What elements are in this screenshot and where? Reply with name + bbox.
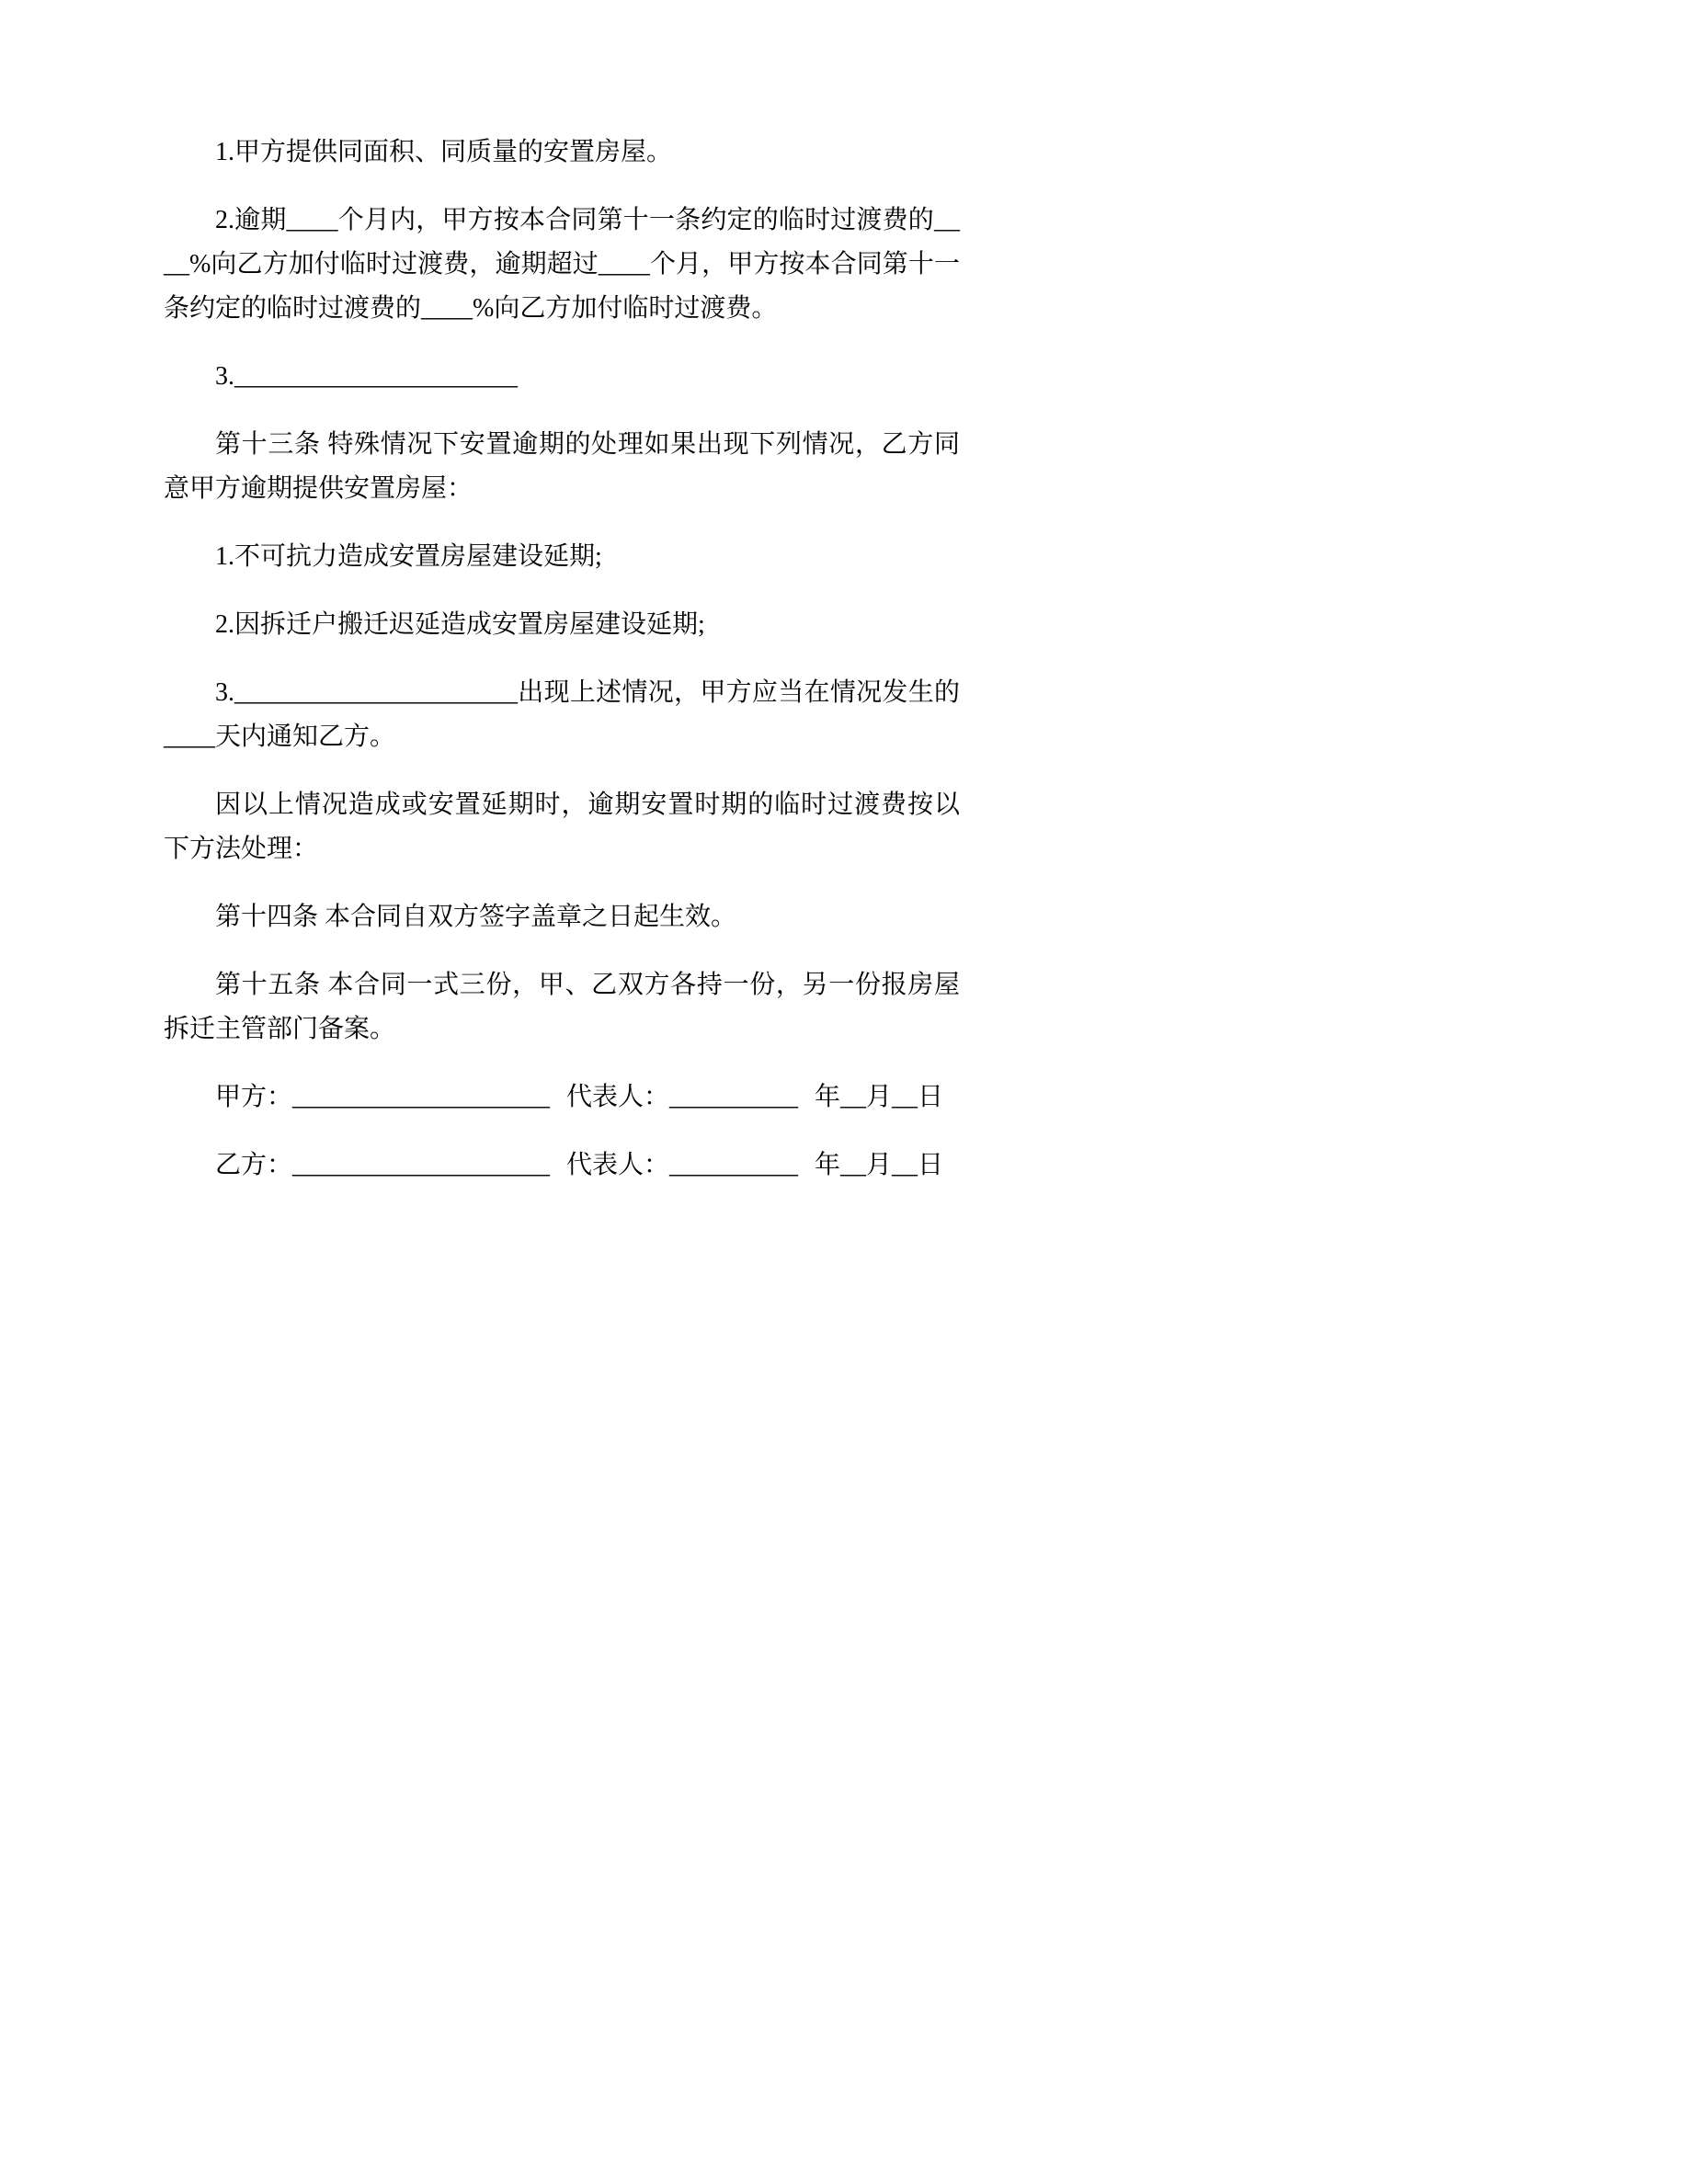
party-b-representative-label: 代表人： bbox=[566, 1151, 670, 1179]
article-13-note: 因以上情况造成或安置延期时，逾期安置时期的临时过渡费按以下方法处理： bbox=[164, 791, 960, 863]
article-14: 第十四条 本合同自双方签字盖章之日起生效。 bbox=[215, 903, 737, 931]
party-b-name-blank: ____________________ bbox=[292, 1151, 551, 1179]
party-a-representative-blank: __________ bbox=[669, 1083, 799, 1111]
party-a-label: 甲方： bbox=[215, 1083, 293, 1111]
article-13-item-2: 2.因拆迁户搬迁迟延造成安置房屋建设延期; bbox=[215, 610, 705, 639]
signature-row-party-b bbox=[164, 1143, 960, 1188]
clause-1: 1.甲方提供同面积、同质量的安置房屋。 bbox=[215, 138, 673, 166]
party-b-date-blank: 年__月__日 bbox=[815, 1151, 944, 1179]
signature-row-party-a bbox=[164, 1075, 960, 1120]
document-page bbox=[0, 0, 960, 1188]
article-13-item-1: 1.不可抗力造成安置房屋建设延期; bbox=[215, 542, 602, 571]
article-13-item-3: 3.______________________出现上述情况，甲方应当在情况发生的____天内通知乙方。 bbox=[164, 678, 960, 751]
clause-3-blank-line: 3.______________________ bbox=[215, 362, 518, 391]
party-a-representative-label: 代表人： bbox=[566, 1083, 670, 1111]
party-b-representative-blank: __________ bbox=[669, 1151, 799, 1179]
party-a-date-blank: 年__月__日 bbox=[815, 1083, 944, 1111]
party-b-label: 乙方： bbox=[215, 1151, 293, 1179]
article-13-heading: 第十三条 特殊情况下安置逾期的处理如果出现下列情况，乙方同意甲方逾期提供安置房屋： bbox=[164, 430, 960, 503]
clause-2-overdue-fees: 2.逾期____个月内，甲方按本合同第十一条约定的临时过渡费的____%向乙方加付临时过渡费，逾期超过____个月，甲方按本合同第十一条约定的临时过渡费的____%向乙方加付临时过渡费。 bbox=[164, 206, 960, 323]
party-a-name-blank: ____________________ bbox=[292, 1083, 551, 1111]
article-15: 第十五条 本合同一式三份，甲、乙双方各持一份，另一份报房屋拆迁主管部门备案。 bbox=[164, 971, 960, 1043]
